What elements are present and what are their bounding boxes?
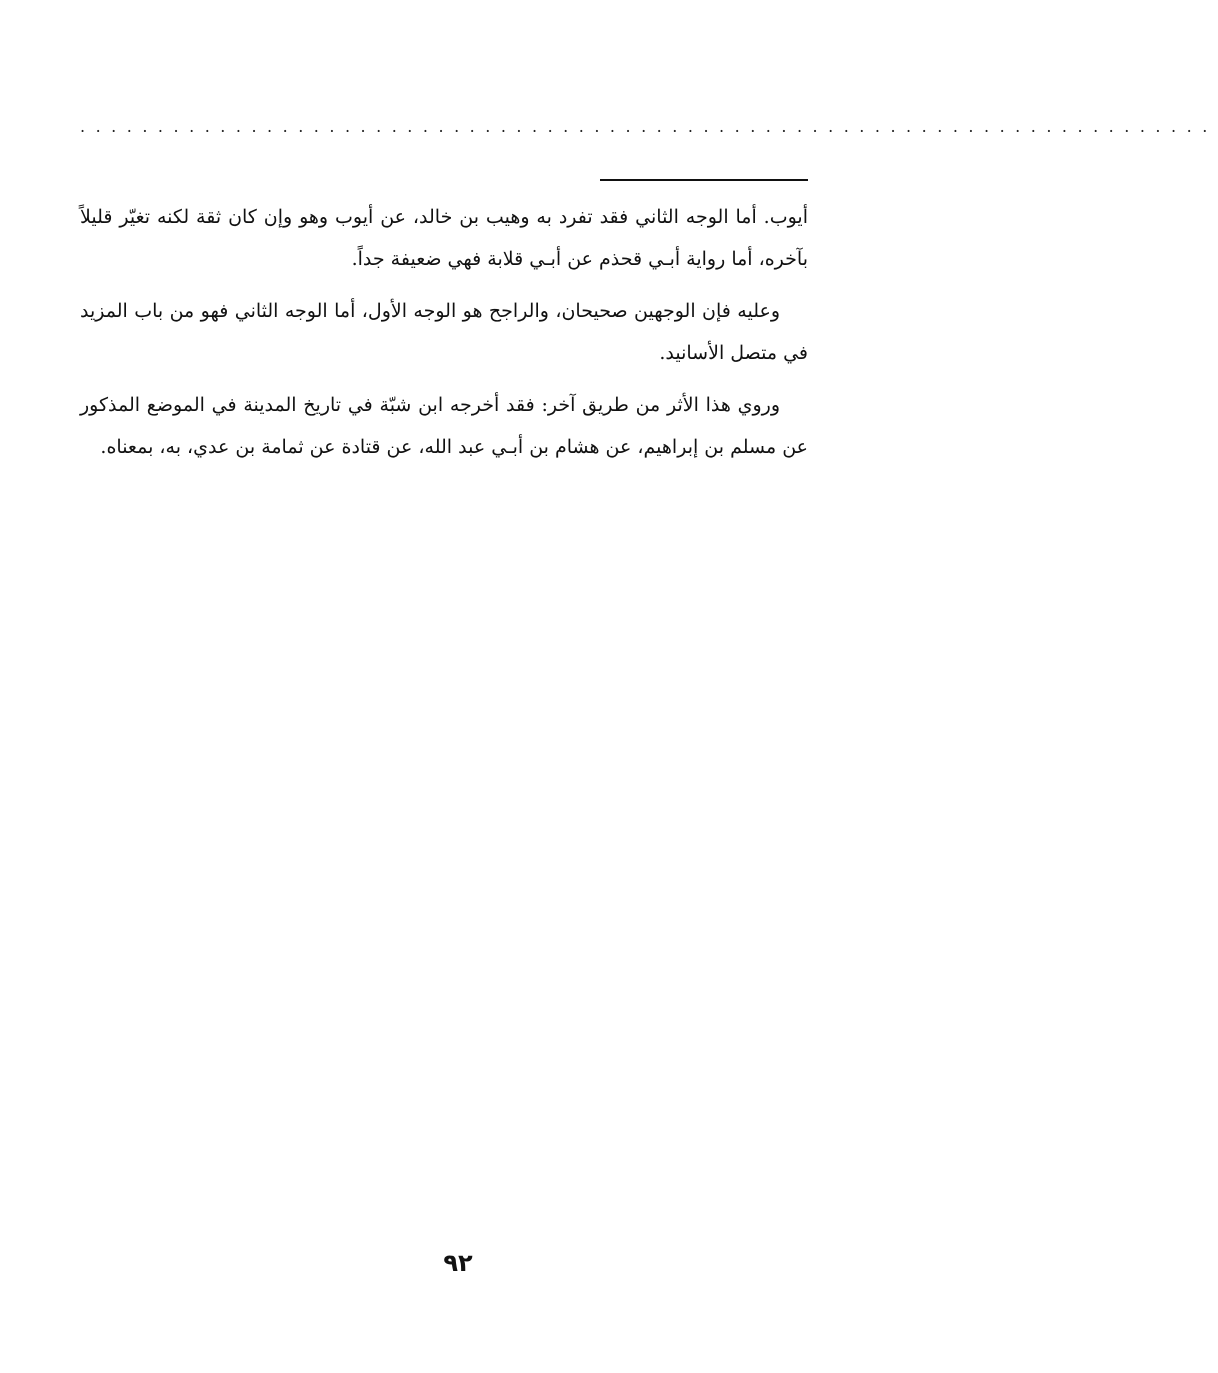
- footnote-rule: [600, 179, 808, 181]
- dotted-separator: .........................................................................: [80, 117, 1218, 136]
- paragraph-1: أيوب. أما الوجه الثاني فقد تفرد به وهيب بن خالد، عن أيوب وهو وإن كان ثقة لكنه تغيّر قليلاً بآخره، أما رواية أبـي قحذم عن أبـي قلابة فهي ضعيفة جداً.: [80, 206, 808, 270]
- footnote-text: [80, 196, 808, 478]
- page-number: ٩٢: [443, 1249, 473, 1277]
- paragraph-3: وروي هذا الأثر من طريق آخر: فقد أخرجه ابن شبّة في تاريخ المدينة في الموضع المذكور عن مسلم بن إبراهيم، عن هشام بن أبـي عبد الله، عن قتادة عن ثمامة بن عدي، به، بمعناه.: [80, 394, 808, 458]
- paragraph-2: وعليه فإن الوجهين صحيحان، والراجح هو الوجه الأول، أما الوجه الثاني فهو من باب المزيد في متصل الأسانيد.: [80, 300, 808, 364]
